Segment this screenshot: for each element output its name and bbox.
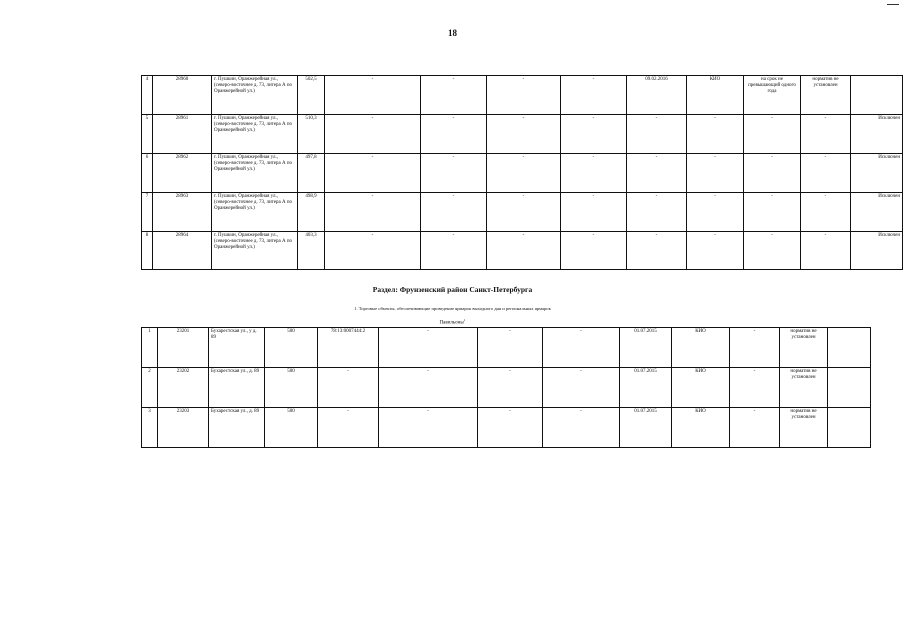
cell-code: 23201 bbox=[158, 328, 209, 368]
cell-date: 01.07.2015 bbox=[620, 408, 672, 448]
cell-c12: - bbox=[801, 193, 851, 232]
cell-date: - bbox=[627, 232, 687, 270]
cell-date: - bbox=[627, 193, 687, 232]
cell-org: - bbox=[687, 193, 744, 232]
cell-c8: - bbox=[543, 408, 620, 448]
cell-c7: - bbox=[487, 154, 561, 193]
cell-address: г. Пушкин, Оранжерейная ул., (северо-восточнее д. 73, литера А по Оранжерейной ул.) bbox=[212, 76, 298, 115]
table-row bbox=[142, 232, 903, 270]
cell-address: г. Пушкин, Оранжерейная ул., (северо-восточнее д. 73, литера А по Оранжерейной ул.) bbox=[212, 154, 298, 193]
cell-date: - bbox=[627, 154, 687, 193]
cell-c6: - bbox=[421, 115, 487, 154]
cell-c8: - bbox=[561, 115, 627, 154]
cell-c6: - bbox=[421, 154, 487, 193]
cell-c12: норматив не установлен bbox=[780, 328, 828, 368]
cell-c11: - bbox=[744, 115, 801, 154]
cell-c11: - bbox=[744, 232, 801, 270]
subheading-text: Павильоны bbox=[439, 320, 464, 326]
cell-org: КИО bbox=[687, 76, 744, 115]
cell-c5: - bbox=[325, 193, 421, 232]
cell-c7: - bbox=[478, 328, 543, 368]
objects-table-frunzensky bbox=[141, 327, 871, 448]
cell-c12: - bbox=[801, 232, 851, 270]
table-row bbox=[142, 76, 903, 115]
cell-c5: - bbox=[318, 408, 379, 448]
cell-code: 28960 bbox=[153, 76, 212, 115]
cell-c13: Исключен bbox=[851, 232, 903, 270]
cell-org: КИО bbox=[672, 368, 730, 408]
cell-c7: - bbox=[478, 368, 543, 408]
cell-address: Бухарестская ул., д. 89 bbox=[209, 368, 265, 408]
cell-num: 4 bbox=[142, 76, 153, 115]
subsection-subheading bbox=[0, 318, 905, 326]
cell-c5: - bbox=[325, 115, 421, 154]
cell-c5: - bbox=[325, 76, 421, 115]
cell-c12: норматив не установлен bbox=[780, 408, 828, 448]
cell-date: 09.02.2016 bbox=[627, 76, 687, 115]
cell-c11: на срок не превышающий одного года bbox=[744, 76, 801, 115]
cell-c5: - bbox=[325, 154, 421, 193]
cell-c12: норматив не установлен bbox=[801, 76, 851, 115]
cell-code: 28962 bbox=[153, 154, 212, 193]
subsection-title: 1. Торговые объекты, обеспечивающие проведение ярмарок выходного дня и региональных ярмарок bbox=[354, 306, 551, 311]
cell-org: - bbox=[687, 232, 744, 270]
cell-code: 23202 bbox=[158, 368, 209, 408]
cell-c13 bbox=[851, 76, 903, 115]
cell-c13 bbox=[828, 328, 871, 368]
cell-c6: - bbox=[379, 368, 478, 408]
cell-area: 403,3 bbox=[298, 232, 325, 270]
cell-num: 2 bbox=[142, 368, 158, 408]
cell-address: Бухарестская ул., у д. 89 bbox=[209, 328, 265, 368]
cell-c7: - bbox=[478, 408, 543, 448]
cell-c8: - bbox=[543, 368, 620, 408]
cell-org: - bbox=[687, 154, 744, 193]
cell-c5: - bbox=[318, 368, 379, 408]
cell-code: 28963 bbox=[153, 193, 212, 232]
cell-address: г. Пушкин, Оранжерейная ул., (северо-восточнее д. 73, литера А по Оранжерейной ул.) bbox=[212, 115, 298, 154]
corner-mark bbox=[887, 4, 899, 5]
cell-code: 23203 bbox=[158, 408, 209, 448]
cell-c8: - bbox=[561, 193, 627, 232]
cell-c8: - bbox=[561, 76, 627, 115]
cell-c6: - bbox=[379, 328, 478, 368]
cell-num: 8 bbox=[142, 232, 153, 270]
cell-c7: - bbox=[487, 193, 561, 232]
cell-c7: - bbox=[487, 115, 561, 154]
cell-c11: - bbox=[730, 328, 780, 368]
cell-c13: Исключен bbox=[851, 115, 903, 154]
cell-c8: - bbox=[561, 154, 627, 193]
cell-c5: 78:13:0007444:2 bbox=[318, 328, 379, 368]
cell-c13: Исключен bbox=[851, 154, 903, 193]
cell-num: 5 bbox=[142, 115, 153, 154]
cell-c6: - bbox=[421, 232, 487, 270]
cell-c5: - bbox=[325, 232, 421, 270]
cell-c8: - bbox=[543, 328, 620, 368]
table-row bbox=[142, 408, 871, 448]
cell-num: 3 bbox=[142, 408, 158, 448]
cell-org: КИО bbox=[672, 408, 730, 448]
cell-area: 497,8 bbox=[298, 154, 325, 193]
cell-c6: - bbox=[379, 408, 478, 448]
cell-area: 500 bbox=[265, 328, 318, 368]
cell-code: 28961 bbox=[153, 115, 212, 154]
cell-num: 1 bbox=[142, 328, 158, 368]
cell-c11: - bbox=[744, 154, 801, 193]
cell-org: КИО bbox=[672, 328, 730, 368]
cell-code: 28964 bbox=[153, 232, 212, 270]
cell-num: 6 bbox=[142, 154, 153, 193]
cell-area: 500 bbox=[265, 368, 318, 408]
cell-c7: - bbox=[487, 232, 561, 270]
cell-c7: - bbox=[487, 76, 561, 115]
cell-c11: - bbox=[730, 368, 780, 408]
cell-date: 01.07.2015 bbox=[620, 368, 672, 408]
cell-date: - bbox=[627, 115, 687, 154]
cell-c6: - bbox=[421, 76, 487, 115]
cell-area: 510,3 bbox=[298, 115, 325, 154]
cell-area: 502,5 bbox=[298, 76, 325, 115]
cell-num: 7 bbox=[142, 193, 153, 232]
cell-c13: Исключен bbox=[851, 193, 903, 232]
cell-c12: норматив не установлен bbox=[780, 368, 828, 408]
table-row bbox=[142, 115, 903, 154]
cell-c13 bbox=[828, 368, 871, 408]
cell-date: 01.07.2015 bbox=[620, 328, 672, 368]
cell-address: Бухарестская ул., д. 89 bbox=[209, 408, 265, 448]
cell-c6: - bbox=[421, 193, 487, 232]
table-row bbox=[142, 368, 871, 408]
cell-address: г. Пушкин, Оранжерейная ул., (северо-восточнее д. 73, литера А по Оранжерейной ул.) bbox=[212, 193, 298, 232]
section-title: Раздел: Фрунзенский район Санкт-Петербурга bbox=[372, 285, 533, 294]
cell-c12: - bbox=[801, 115, 851, 154]
cell-c11: - bbox=[730, 408, 780, 448]
cell-c12: - bbox=[801, 154, 851, 193]
subheading-footnote-mark: 1 bbox=[463, 318, 466, 322]
page-number: 18 bbox=[448, 28, 457, 38]
cell-c13 bbox=[828, 408, 871, 448]
cell-c8: - bbox=[561, 232, 627, 270]
table-row bbox=[142, 328, 871, 368]
cell-address: г. Пушкин, Оранжерейная ул., (северо-восточнее д. 73, литера А по Оранжерейной ул.) bbox=[212, 232, 298, 270]
cell-area: 498,9 bbox=[298, 193, 325, 232]
cell-org: - bbox=[687, 115, 744, 154]
objects-table-pushkin bbox=[141, 75, 903, 270]
cell-area: 500 bbox=[265, 408, 318, 448]
table-row bbox=[142, 154, 903, 193]
cell-c11: - bbox=[744, 193, 801, 232]
table-row bbox=[142, 193, 903, 232]
